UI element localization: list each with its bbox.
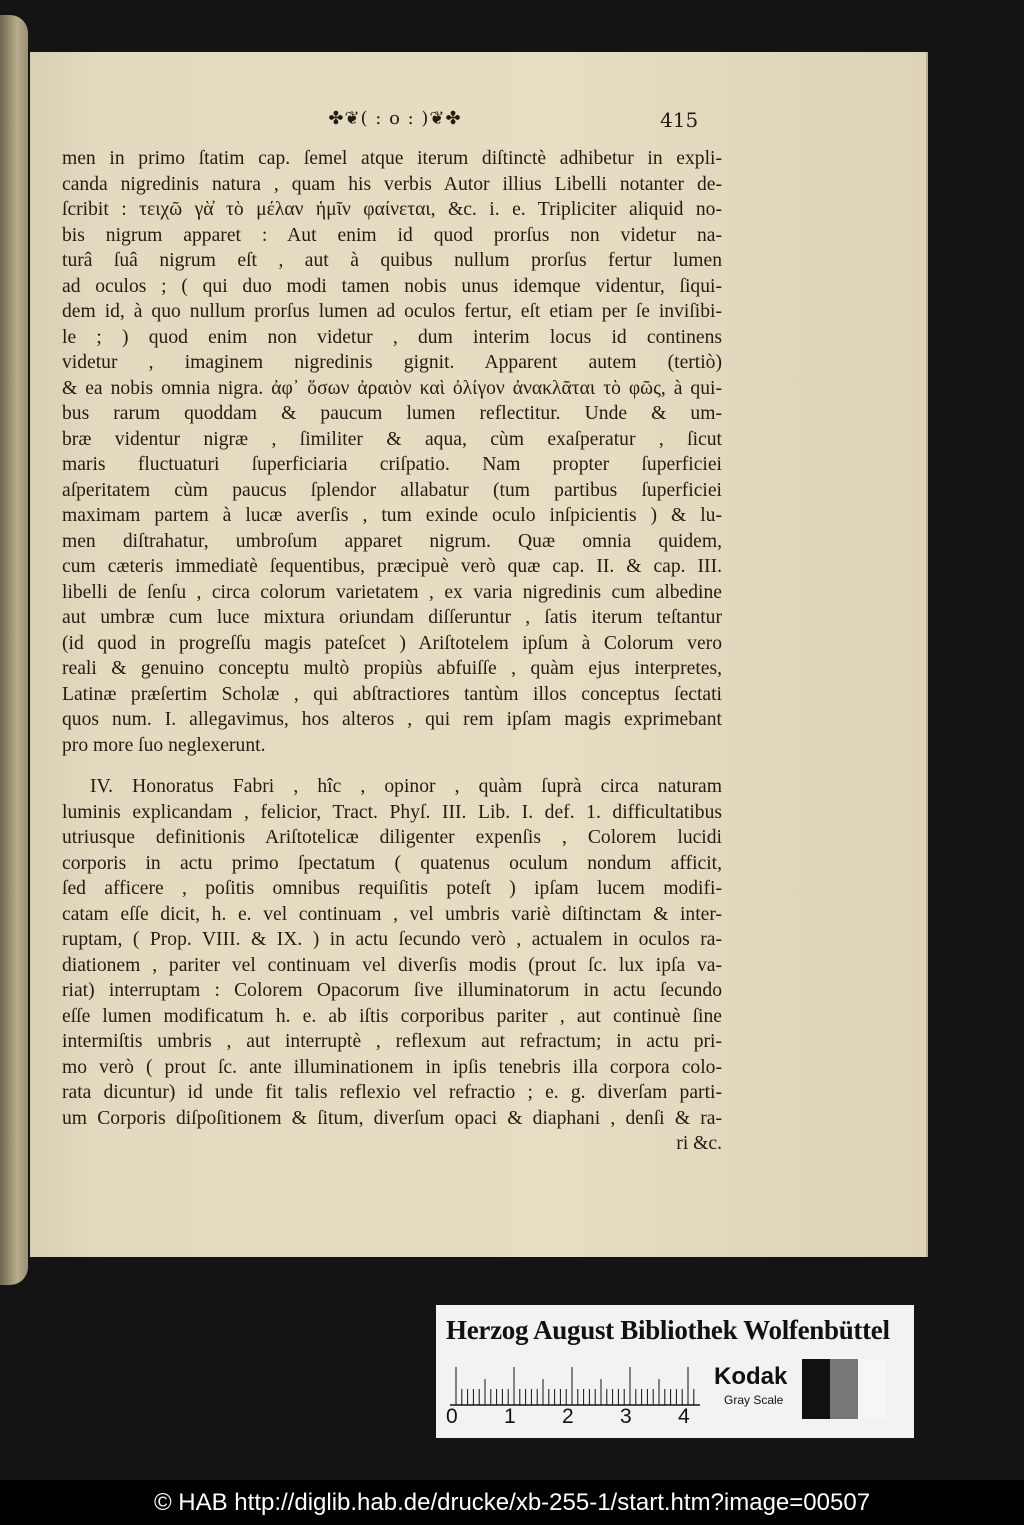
text-line: quos num. I. allegavimus, hos alteros , qui rem ipſam magis exprimebant xyxy=(62,709,722,730)
text-line: maris fluctuaturi ſuperficiaria criſpatio. Nam propter ſuperficiei xyxy=(62,454,722,475)
ruler-number: 1 xyxy=(504,1405,516,1428)
text-line: turâ ſuâ nigrum eſt , aut à quibus nullum prorſus fertur lumen xyxy=(62,250,722,271)
text-line: bræ videntur nigræ , ſimiliter & aqua, cùm exaſperatur , ſicut xyxy=(62,428,722,450)
text-line: & ea nobis omnia nigra. ἀφ᾽ ὅσων ἀραιὸν καὶ ὀλίγον ἀνακλᾶται τὸ φῶς, à qui- xyxy=(62,377,722,399)
footer-credit: © HAB http://diglib.hab.de/drucke/xb-255-1/start.htm?image=00507 xyxy=(0,1480,1024,1525)
swatch-gray xyxy=(830,1359,858,1419)
ruler-number: 4 xyxy=(678,1405,690,1428)
text-line: um Corporis diſpoſitionem & ſitum, diverſum opaci & diaphani , denſi & ra- xyxy=(62,1107,722,1129)
library-color-chart xyxy=(436,1305,914,1438)
scale-ruler xyxy=(450,1357,700,1407)
text-line: pro more ſuo neglexerunt. xyxy=(62,734,266,756)
text-line: aſperitatem cùm paucus ſplendor allabatur (tum partibus ſuperficiei xyxy=(62,479,722,501)
ruler-number: 3 xyxy=(620,1405,632,1428)
catchword: ri &c. xyxy=(676,1133,722,1154)
text-line: riat) interruptam : Colorem Opacorum ſive illuminatorum in actu ſecundo xyxy=(62,980,722,1001)
swatch-white xyxy=(858,1359,886,1419)
text-line: cum cæteris immediatè ſequentibus, præcipuè verò quæ cap. II. & cap. III. xyxy=(62,556,722,577)
ruler-number: 0 xyxy=(446,1405,458,1428)
text-line: bus rarum quoddam & paucum lumen reflectitur. Unde & um- xyxy=(62,403,722,424)
text-line: intermiſtis umbris , aut interruptè , reflexum aut refractum; in actu pri- xyxy=(62,1031,722,1052)
text-line: videtur , imaginem nigredinis gignit. Apparent autem (tertiò) xyxy=(62,352,722,373)
facing-page-edge xyxy=(0,15,28,1285)
text-line: luminis explicandam , felicior, Tract. Phyſ. III. Lib. I. def. 1. difficultatibus xyxy=(62,801,722,823)
page-body-text xyxy=(62,146,722,1157)
kodak-logo: Kodak xyxy=(714,1363,788,1390)
gray-swatches xyxy=(802,1359,886,1419)
text-line: reali & genuino conceptu multò propiùs abfuiſſe , quàm ejus interpretes, xyxy=(62,658,722,679)
text-line: (id quod in progreſſu magis pateſcet ) Ariſtotelem ipſum à Colorum vero xyxy=(62,632,722,654)
swatch-black xyxy=(802,1359,830,1419)
library-name: Herzog August Bibliothek Wolfenbüttel xyxy=(446,1315,890,1345)
gray-scale-label: Gray Scale xyxy=(724,1393,784,1407)
text-line: ſcribit : τειχῶ γὰ̓ τὸ μέλαν ἡμῖν φαίνεται, &c. i. e. Tripliciter aliquid no- xyxy=(62,199,722,220)
paragraph-gap xyxy=(62,758,722,774)
text-line: utriusque definitionis Ariſtotelicæ diligenter expenſis , Colorem lucidi xyxy=(62,827,722,848)
text-line: ad oculos ; ( qui duo modi tamen nobis unus idemque videntur, ſiqui- xyxy=(62,275,722,297)
text-line: canda nigredinis natura , quam his verbis Autor illius Libelli notanter de- xyxy=(62,173,722,195)
text-line: corporis in actu primo ſpectatum ( quatenus oculum nondum afficit, xyxy=(62,852,722,874)
ruler-number: 2 xyxy=(562,1405,574,1428)
text-line: dem id, à quo nullum prorſus lumen ad oculos fertur, eſt etiam per ſe inviſibi- xyxy=(62,301,722,322)
text-line: libelli de ſenſu , circa colorum varietatem , ex varia nigredinis cum albedine xyxy=(62,581,722,603)
text-line: eſſe lumen modificatum h. e. ab iſtis corporibus pariter , aut continuè ſine xyxy=(62,1005,722,1027)
text-line: mo verò ( prout ſc. ante illuminationem in ipſis tenebris illa corpora colo- xyxy=(62,1056,722,1078)
text-line: diationem , pariter vel continuam vel diverſis modis (prout ſc. lux ipſa va- xyxy=(62,954,722,976)
text-line: men diſtrahatur, umbroſum apparet nigrum. Quæ omnia quidem, xyxy=(62,530,722,552)
page-number: 415 xyxy=(660,108,699,132)
text-line: rata dicuntur) id unde fit talis reflexio vel refractio ; e. g. diverſam parti- xyxy=(62,1082,722,1103)
text-line: ruptam, ( Prop. VIII. & IX. ) in actu ſecundo verò , actualem in oculos ra- xyxy=(62,929,722,950)
page-header-ornament: ✤❦( : o : )❦✤ xyxy=(328,108,462,129)
text-line: Latinæ præſertim Scholæ , qui abſtractiores tantùm illos conceptus ſectati xyxy=(62,683,722,705)
text-line: maximam partem à lucæ averſis , tum exinde oculo inſpicientis ) & lu- xyxy=(62,505,722,526)
text-line: bis nigrum apparet : Aut enim id quod prorſus non videtur na- xyxy=(62,224,722,246)
text-line: catam eſſe dicit, h. e. vel continuam , vel umbris variè diſtinctam & inter- xyxy=(62,903,722,925)
text-line: men in primo ſtatim cap. ſemel atque iterum diſtinctè adhibetur in expli- xyxy=(62,148,722,169)
text-line: le ; ) quod enim non videtur , dum interim locus id continens xyxy=(62,326,722,348)
text-line: ſed afficere , poſitis omnibus requiſitis poteſt ) ipſam lucem modifi- xyxy=(62,878,722,899)
text-line: aut umbræ cum luce mixtura oriundam diſſeruntur , ſatis iterum teſtantur xyxy=(62,607,722,628)
ruler-numbers xyxy=(446,1405,706,1429)
text-line: IV. Honoratus Fabri , hîc , opinor , quàm ſuprà circa naturam xyxy=(90,776,722,797)
